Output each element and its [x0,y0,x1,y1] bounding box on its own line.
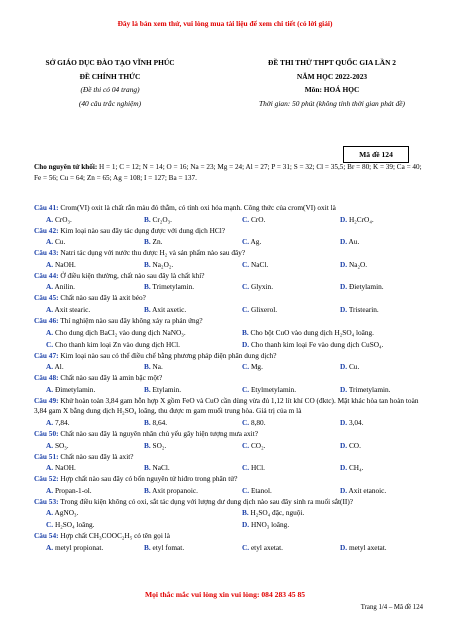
time-limit: Thời gian: 50 phút (không tính thời gian phát đề) [258,98,406,108]
question-text: Trong điều kiện không có oxi, sắt tác dụng với lượng dư dung dịch nào sau đây sinh ra muối sắt(II)? [58,496,354,506]
question-number: Câu 47: [34,350,59,360]
question-item [34,429,426,452]
question-stem [34,271,426,282]
subject: Môn: HOÁ HỌC [304,85,360,94]
option-letter: A. [46,259,54,269]
option-text: Trimetylamin. [348,384,391,394]
options-row [34,485,426,497]
answer-option [230,519,426,531]
question-number: Câu 44: [34,270,59,280]
question-item [34,248,426,271]
answer-option [132,236,230,248]
question-stem [34,474,426,485]
answer-option [230,327,426,339]
option-text: Au. [348,237,360,247]
answer-option [230,462,328,474]
option-text: Etylmetylamin. [250,384,297,394]
option-letter: C. [242,384,250,394]
option-letter: B. [144,417,151,427]
question-item [34,351,426,374]
option-text: Đimetylamin. [54,384,96,394]
answer-option [34,462,132,474]
option-letter: A. [46,508,54,518]
option-letter: D. [340,259,348,269]
question-text: Crom(VI) oxit là chất rắn màu đỏ thẫm, có tính oxi hóa mạnh. Công thức của crom(VI) oxit là [58,203,336,212]
answer-option [34,361,132,373]
option-text: Na₂O. [348,259,368,269]
answer-option [34,485,132,497]
option-letter: B. [144,463,151,473]
question-number: Câu 43: [34,248,59,258]
option-letter: B. [144,384,151,394]
question-item [34,373,426,396]
option-letter: C. [242,485,250,495]
answer-option [132,384,230,396]
page-count: (Đề thi có 04 trang) [80,85,140,94]
atomic-masses [34,162,424,183]
question-item [34,474,426,497]
option-text: Mg. [250,362,263,372]
option-text: 7,84. [54,417,70,427]
question-number: Câu 49: [34,395,59,405]
question-number: Câu 50: [34,428,59,438]
answer-option [132,462,230,474]
question-text: Hợp chất nào sau đây có bốn nguyên tử hiđro trong phân tử? [58,474,238,484]
answer-option [230,384,328,396]
question-text: Kim loại nào sau đây tác dụng được với dung dịch HCl? [58,225,226,235]
option-text: Axit axetic. [152,304,187,314]
answer-option [230,259,328,271]
answer-option [34,339,230,351]
answer-option [328,236,426,248]
answer-option [132,542,230,554]
answer-option [132,281,230,293]
option-text: Tristearin. [348,304,379,314]
option-letter: C. [242,259,250,269]
option-letter: D. [340,384,348,394]
option-letter: A. [46,440,54,450]
answer-option [328,462,426,474]
answer-option [328,417,426,429]
question-stem [34,452,426,463]
option-letter: B. [144,259,151,269]
option-text: Trimetylamin. [152,282,195,292]
option-text: 8,80. [250,417,266,427]
answer-option [34,440,132,452]
question-text: Chất nào sau đây là nguyên nhân chủ yếu gây hiện tượng mưa axit? [58,428,258,438]
question-item [34,203,426,226]
answer-option [328,542,426,554]
option-letter: D. [340,362,348,372]
question-item [34,226,426,249]
option-letter: C. [242,237,250,247]
question-text: Natri tác dụng với nước thu được H₂ và sản phẩm nào sau đây? [58,248,246,258]
header-left [30,56,190,110]
option-text: Cho thanh kim loại Zn vào dung dịch HCl. [54,339,180,349]
answer-option [132,214,230,226]
answer-option [328,384,426,396]
options-row [34,507,426,519]
options-row [34,542,426,554]
question-number: Câu 51: [34,451,59,461]
question-text: Chất nào sau đây là axit béo? [58,293,146,303]
answer-option [328,214,426,226]
atomic-label: Cho nguyên tử khối: [34,163,98,171]
question-number: Câu 41: [34,203,59,212]
question-item [34,452,426,475]
school-year: NĂM HỌC 2022-2023 [296,71,368,81]
answer-option [34,259,132,271]
option-letter: D. [242,520,250,530]
answer-option [328,361,426,373]
option-letter: D. [340,485,348,495]
options-row [34,281,426,293]
option-text: Etylamin. [152,384,182,394]
option-letter: A. [46,214,54,224]
option-letter: B. [144,237,151,247]
option-letter: A. [46,362,54,372]
question-text: Chất nào sau đây là axit? [58,451,134,461]
option-letter: A. [46,304,54,314]
contact-footer: Mọi thắc mắc vui lòng xin vui lòng: 084 283 45 85 [144,590,306,599]
option-letter: D. [340,463,348,473]
option-letter: C. [46,339,54,349]
exam-title: ĐỀ THI THỬ THPT QUỐC GIA LẦN 2 [268,58,396,67]
answer-option [132,417,230,429]
answer-option [230,281,328,293]
option-letter: B. [242,508,249,518]
answer-option [230,507,426,519]
option-text: NaOH. [54,259,76,269]
question-text: Khử hoàn toàn 3,84 gam hỗn hợp X gồm FeO và CuO cần dùng vừa đủ 1,12 lít khí CO (đktc). Mặt khác hòa tan hoàn toàn 3,84 gam X bằng dung dịch H₂SO₄ loãng, thu được m gam muối trung hòa. Giá trị của m là [34,395,419,416]
option-letter: D. [340,417,348,427]
page-number: Trang 1/4 – Mã đề 124 [360,604,423,611]
question-stem [34,226,426,237]
option-text: metyl propionat. [54,542,104,552]
option-text: CrO. [250,214,266,224]
option-letter: D. [340,237,348,247]
option-letter: A. [46,463,54,473]
answer-option [230,339,426,351]
question-number: Câu 46: [34,315,59,325]
question-count: (40 câu trắc nghiệm) [78,98,142,108]
option-text: CrO₃. [54,214,72,224]
header-right [232,56,432,110]
option-letter: C. [242,214,250,224]
option-letter: B. [144,282,151,292]
question-number: Câu 54: [34,531,59,541]
answer-option [230,417,328,429]
question-stem [34,293,426,304]
option-text: etyl axetat. [250,542,283,552]
option-letter: B. [144,362,151,372]
option-text: Cho thanh kim loại Fe vào dung dịch CuSO₄. [250,339,384,349]
option-text: 8,64. [152,417,168,427]
option-text: Na. [152,362,163,372]
option-letter: B. [144,440,151,450]
question-number: Câu 53: [34,496,59,506]
option-text: Na₂O₂. [152,259,174,269]
question-item [34,396,426,429]
answer-option [34,417,132,429]
option-letter: A. [46,327,54,337]
option-text: Anilin. [54,282,76,292]
question-stem [34,396,426,417]
official-label: ĐỀ CHÍNH THỨC [79,71,141,81]
answer-option [230,236,328,248]
option-letter: C. [242,542,250,552]
option-letter: D. [340,282,348,292]
question-text: Hợp chất CH₃COOC₂H₅ có tên gọi là [58,531,170,541]
options-row [34,304,426,316]
answer-option [132,485,230,497]
options-row [34,519,426,531]
option-text: Glixerol. [250,304,278,314]
question-item [34,531,426,554]
answer-option [230,304,328,316]
option-letter: B. [144,542,151,552]
answer-option [328,440,426,452]
option-letter: C. [242,440,250,450]
option-text: Cu. [54,237,66,247]
option-text: Al. [54,362,64,372]
question-number: Câu 48: [34,373,59,383]
answer-option [34,507,230,519]
question-stem [34,351,426,362]
option-text: SO₂. [152,440,167,450]
option-text: Cho bột CuO vào dung dịch H₂SO₄ loãng. [250,327,374,337]
option-letter: C. [242,304,250,314]
question-stem [34,531,426,542]
options-row [34,462,426,474]
options-row [34,440,426,452]
option-letter: C. [242,362,250,372]
answer-option [132,361,230,373]
option-letter: B. [144,214,151,224]
option-letter: B. [144,485,151,495]
option-letter: A. [46,542,54,552]
answer-option [328,259,426,271]
option-text: Cho dung dịch BaCl₂ vào dung dịch NaNO₃. [54,327,186,337]
option-letter: C. [242,463,250,473]
option-text: CO₂. [250,440,266,450]
answer-option [34,519,230,531]
answer-option [328,304,426,316]
option-text: NaCl. [250,259,269,269]
option-text: Cr₂O₃. [152,214,173,224]
answer-option [34,304,132,316]
options-row [34,417,426,429]
option-letter: A. [46,485,54,495]
question-list [34,203,426,554]
option-letter: D. [340,542,348,552]
answer-option [34,236,132,248]
option-text: Axit etanoic. [348,485,387,495]
question-stem [34,203,426,214]
question-text: Ở điều kiện thường, chất nào sau đây là chất khí? [58,270,205,280]
option-letter: D. [340,440,348,450]
option-text: etyl fomat. [152,542,185,552]
option-text: Glyxin. [250,282,274,292]
option-text: CO. [348,440,361,450]
question-number: Câu 52: [34,474,59,484]
exam-code-box: Mã đề 124 [343,146,409,163]
option-text: Zn. [152,237,163,247]
answer-option [132,259,230,271]
option-letter: D. [340,304,348,314]
answer-option [328,281,426,293]
question-item [34,271,426,294]
options-row [34,339,426,351]
answer-option [132,440,230,452]
answer-option [132,304,230,316]
option-letter: A. [46,384,54,394]
option-text: H₂SO₄ đặc, nguội. [250,508,305,518]
option-letter: D. [340,214,348,224]
answer-option [34,542,132,554]
option-text: NaCl. [152,463,170,473]
preview-banner: Đây là bản xem thử, vui lòng mua tài liệu để xem chi tiết (có lời giải) [117,19,333,28]
atomic-values: H = 1; C = 12; N = 14; O = 16; Na = 23; Mg = 24; Al = 27; P = 31; S = 32; Cl = 35,5; Br = 80; K = 39; Ca = 40; Fe = 56; Cu = 64; Zn = 65; Ag = 108; I = 127; Ba = 137. [34,163,422,182]
option-text: metyl axetat. [348,542,387,552]
option-letter: C. [242,282,250,292]
option-letter: B. [144,304,151,314]
answer-option [34,214,132,226]
option-text: H₂SO₄ loãng. [54,520,95,530]
question-item [34,293,426,316]
option-text: Cu. [348,362,360,372]
answer-option [34,384,132,396]
option-text: Đietylamin. [348,282,384,292]
option-letter: C. [242,417,250,427]
option-letter: A. [46,237,54,247]
option-text: Ag. [250,237,262,247]
question-stem [34,373,426,384]
question-text: Chất nào sau đây là amin bậc một? [58,373,163,383]
question-item [34,316,426,351]
option-letter: C. [46,520,54,530]
question-text: Thí nghiệm nào sau đây không xảy ra phản ứng? [58,315,203,325]
answer-option [34,327,230,339]
options-row [34,384,426,396]
answer-option [230,542,328,554]
option-letter: A. [46,417,54,427]
options-row [34,259,426,271]
question-number: Câu 42: [34,225,59,235]
question-stem [34,248,426,259]
question-stem [34,316,426,327]
answer-option [230,214,328,226]
option-text: SO₃. [54,440,69,450]
option-text: H₂CrO₄. [348,214,374,224]
option-text: Axit stearic. [54,304,91,314]
question-number: Câu 45: [34,293,59,303]
answer-option [230,361,328,373]
option-letter: D. [242,339,250,349]
answer-option [230,485,328,497]
option-text: 3,04. [348,417,364,427]
option-letter: A. [46,282,54,292]
options-row [34,327,426,339]
answer-option [230,440,328,452]
option-text: NaOH. [54,463,76,473]
department-name: SỞ GIÁO DỤC ĐÀO TẠO VĨNH PHÚC [45,58,175,67]
options-row [34,214,426,226]
option-text: AgNO₃. [54,508,79,518]
question-stem [34,497,426,508]
option-text: CH₄. [348,463,364,473]
answer-option [34,281,132,293]
option-text: Axit propanoic. [152,485,198,495]
options-row [34,361,426,373]
option-letter: B. [242,327,249,337]
question-item [34,497,426,532]
question-stem [34,429,426,440]
option-text: HNO₃ loãng. [250,520,290,530]
options-row [34,236,426,248]
option-text: Etanol. [250,485,272,495]
answer-option [328,485,426,497]
option-text: HCl. [250,463,265,473]
option-text: Propan-1-ol. [54,485,92,495]
question-text: Kim loại nào sau có thể điều chế bằng phương pháp điện phân dung dịch? [58,350,277,360]
